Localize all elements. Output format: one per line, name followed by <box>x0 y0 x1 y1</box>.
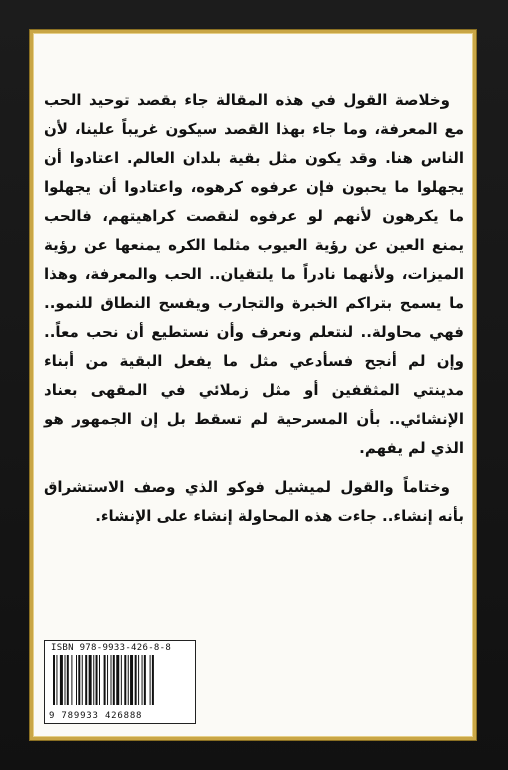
barcode-bar <box>142 655 143 705</box>
paragraph-1: وخلاصة القول في هذه المقالة جاء بقصد توحيد الحب مع المعرفة، وما جاء بهذا القصد سيكون غريباً علينا، لأن الناس هنا. وقد يكون مثل بقية بلدان العالم. اعتادوا أن يجهلوا ما يحبون فإن عرفوه كرهوه، واعتادوا أن يجهلوا ما يكرهون لأنهم لو عرفوه لنقصت كراهيتهم، فالحب يمنع العين عن رؤية العيوب مثلما الكره يمنعها عن رؤية الميزات، ولأنهما نادراً ما يلتقيان.. الحب والمعرفة، وهذا ما يسمح بتراكم الخبرة والتجارب ويفسح النطاق للنمو.. فهي محاولة.. لنتعلم ونعرف وأن نستطيع أن نحب معاً.. وإن لم أنجح فسأدعي مثل ما يفعل البقية من أبناء مدينتي المثقفين أو مثل زملائي في المقهى بعناد الإنشائي.. بأن المسرحية لم تسقط بل إن الجمهور هو الذي لم يفهم. <box>44 91 464 457</box>
barcode-bar <box>111 655 112 705</box>
barcode-bar <box>82 655 83 705</box>
barcode-bar <box>124 655 126 705</box>
barcode-bars <box>53 655 187 705</box>
barcode-bar <box>89 655 92 705</box>
barcode-bar <box>107 655 108 705</box>
isbn-barcode <box>44 640 196 724</box>
barcode-bar <box>116 655 119 705</box>
barcode-bar <box>99 655 100 705</box>
barcode-bar <box>138 655 139 705</box>
barcode-bar <box>121 655 122 705</box>
barcode-bar <box>152 655 154 705</box>
barcode-bar <box>93 655 94 705</box>
paragraph-2: وختاماً والقول لميشيل فوكو الذي وصف الاستشراق بأنه إنشاء.. جاءت هذه المحاولة إنشاء على الإنشاء. <box>44 478 464 525</box>
barcode-bar <box>96 655 98 705</box>
barcode-bar <box>60 655 63 705</box>
barcode-bar <box>76 655 77 705</box>
barcode-bar <box>85 655 87 705</box>
barcode-bar <box>78 655 80 705</box>
barcode-bar <box>71 655 72 705</box>
barcode-bar <box>130 655 133 705</box>
barcode-bar <box>53 655 55 705</box>
barcode-bar <box>113 655 115 705</box>
barcode-bar <box>67 655 69 705</box>
barcode-bar <box>150 655 151 705</box>
barcode-digits: 9 789933 426888 <box>49 711 143 721</box>
isbn-label: ISBN 978-9933-426-8-8 <box>51 643 172 653</box>
barcode-bar <box>135 655 137 705</box>
barcode-bar <box>104 655 106 705</box>
barcode-bar <box>144 655 146 705</box>
barcode-bar <box>56 655 57 705</box>
barcode-bar <box>128 655 129 705</box>
body-text <box>44 86 464 531</box>
barcode-bar <box>65 655 66 705</box>
